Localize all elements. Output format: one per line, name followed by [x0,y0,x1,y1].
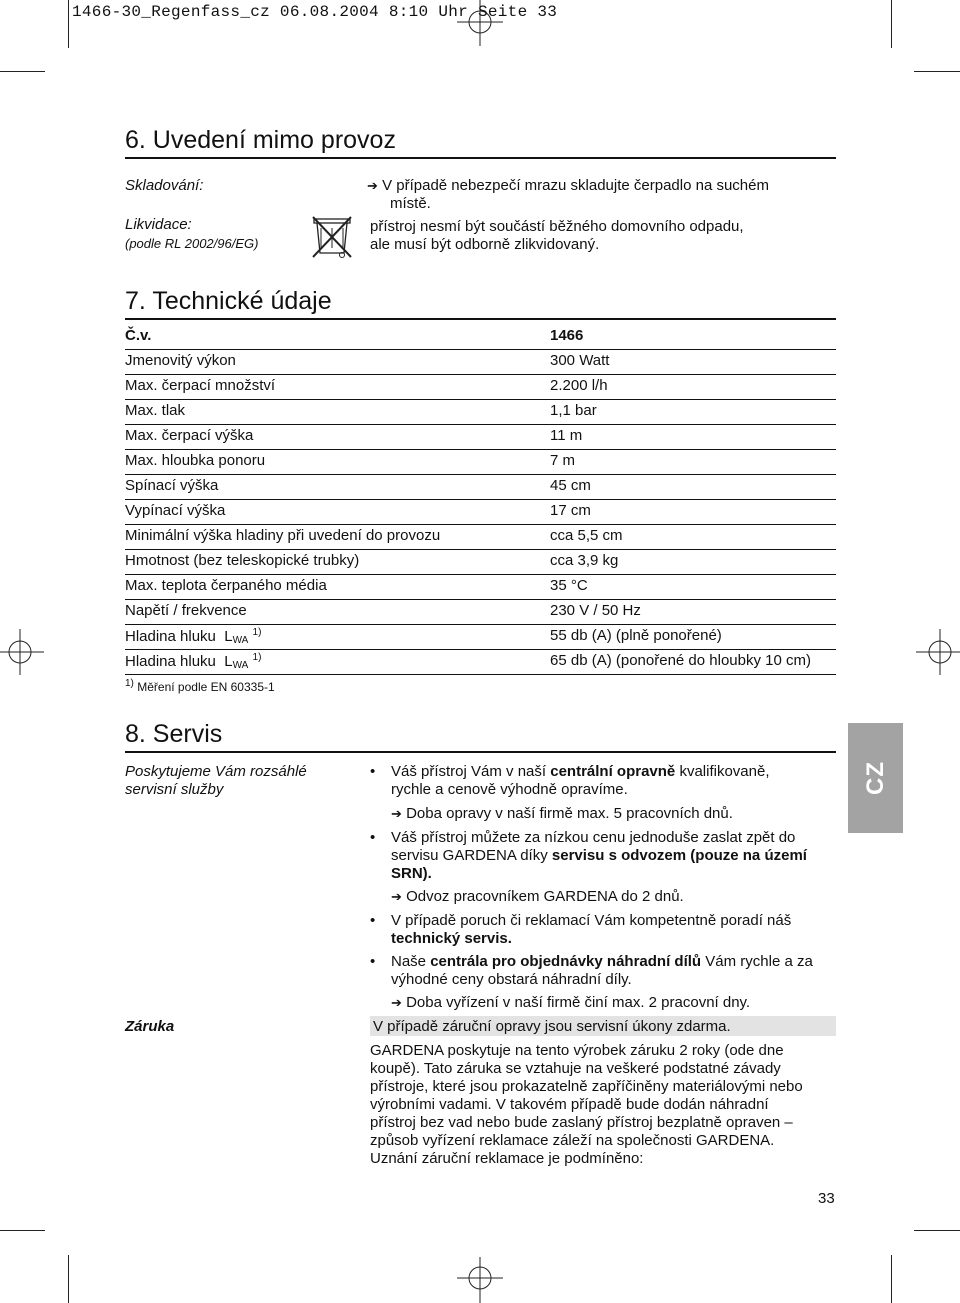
warranty-label: Záruka [125,1018,175,1035]
spec-row: Č.v. 1466 [125,325,836,350]
spec-row: Minimální výška hladiny při uvedení do provozu cca 5,5 cm [125,525,836,550]
registration-mark-right [914,627,960,677]
crop-mark [891,1255,892,1303]
bullet-icon: • [370,763,376,780]
print-header: 1466-30_Regenfass_cz 06.08.2004 8:10 Uhr Seite 33 [72,3,558,21]
disposal-text-cont: ale musí být odborně zlikvidovaný. [370,236,600,253]
bullet-icon: • [370,912,376,929]
service-item-1-cont: rychle a cenově výhodně opravíme. [391,781,628,798]
registration-mark-left [0,627,46,677]
service-label: Poskytujeme Vám rozsáhlé [125,763,307,780]
spec-row: Max. teplota čerpaného média 35 °C [125,575,836,600]
service-item-2-note: ➔ Odvoz pracovníkem GARDENA do 2 dnů. [391,888,684,905]
section-divider [125,157,836,159]
warranty-text: způsob vyřízení reklamace záleží na společnosti GARDENA. [370,1132,775,1149]
service-item-3: V případě poruch či reklamací Vám kompetentně poradí náš [391,912,792,929]
service-item-4-cont: výhodné ceny obstará náhradní díly. [391,971,632,988]
warranty-highlight: V případě záruční opravy jsou servisní úkony zdarma. [373,1018,731,1035]
section-divider [125,318,836,320]
spec-row: Hmotnost (bez teleskopické trubky) cca 3,9 kg [125,550,836,575]
crop-mark [68,0,69,48]
section-8-title: 8. Servis [125,720,223,748]
service-item-1: Váš přístroj Vám v naší centrální opravně kvalifikovaně, [391,763,770,780]
spec-row: Max. tlak 1,1 bar [125,400,836,425]
disposal-sublabel: (podle RL 2002/96/EG) [125,236,259,251]
service-label-cont: servisní služby [125,781,224,798]
spec-row: Jmenovitý výkon 300 Watt [125,350,836,375]
arrow-icon: ➔ [391,806,402,821]
crop-mark [0,71,45,72]
spec-row: Vypínací výška 17 cm [125,500,836,525]
service-item-3-cont: technický servis. [391,930,512,947]
service-item-4-note: ➔ Doba vyřízení v naší firmě činí max. 2 pracovní dny. [391,994,751,1011]
warranty-text: Uznání záruční reklamace je podmíněno: [370,1150,644,1167]
spec-row: Max. čerpací výška 11 m [125,425,836,450]
crop-mark [914,1230,960,1231]
storage-text: ➔ V případě nebezpečí mrazu skladujte čerpadlo na suchém [367,177,769,194]
arrow-icon: ➔ [391,995,402,1010]
storage-text-cont: místě. [390,195,431,212]
page-number: 33 [818,1190,835,1207]
service-item-4: Naše centrála pro objednávky náhradní dílů Vám rychle a za [391,953,813,970]
language-tab: CZ [848,723,903,833]
disposal-text: přístroj nesmí být součástí běžného domovního odpadu, [370,218,744,235]
crossed-bin-icon [311,212,355,260]
service-item-2: Váš přístroj můžete za nízkou cenu jednoduše zaslat zpět do [391,829,796,846]
spec-row: Max. čerpací množství 2.200 l/h [125,375,836,400]
service-item-2-cont: SRN). [391,865,432,882]
warranty-text: výrobními vadami. V takovém případě bude dodán náhradní [370,1096,769,1113]
crop-mark [891,0,892,48]
storage-label: Skladování: [125,177,204,194]
service-item-1-note: ➔ Doba opravy v naší firmě max. 5 pracovních dnů. [391,805,733,822]
footnote: $^{1)}$ Měření podle EN 60335-1 [125,678,275,694]
crop-mark [0,1230,45,1231]
section-6-title: 6. Uvedení mimo provoz [125,126,396,154]
crop-mark [68,1255,69,1303]
spec-row: Napětí / frekvence 230 V / 50 Hz [125,600,836,625]
warranty-text: GARDENA poskytuje na tento výrobek záruku 2 roky (ode dne [370,1042,784,1059]
bullet-icon: • [370,953,376,970]
disposal-label: Likvidace: [125,216,192,233]
spec-row: Hladina hluku $L_{WA}$ $^{1)}$ 55 db (A) (plně ponořené) [125,625,836,650]
warranty-text: koupě). Tato záruka se vztahuje na veškeré podstatné závady [370,1060,781,1077]
warranty-text: přístroje, které jsou prokazatelně zapříčiněny materiálovými nebo [370,1078,803,1095]
spec-row: Max. hloubka ponoru 7 m [125,450,836,475]
crop-mark [914,71,960,72]
service-item-2-cont: servisu GARDENA díky servisu s odvozem (pouze na území [391,847,807,864]
arrow-icon: ➔ [367,178,378,193]
spec-row: Hladina hluku $L_{WA}$ $^{1)}$ 65 db (A) (ponořené do hloubky 10 cm) [125,650,836,675]
bullet-icon: • [370,829,376,846]
section-divider [125,751,836,753]
warranty-text: přístroj bez vad nebo bude zaslaný přístroj bezplatně opraven – [370,1114,793,1131]
section-7-title: 7. Technické údaje [125,287,332,315]
spec-row: Spínací výška 45 cm [125,475,836,500]
arrow-icon: ➔ [391,889,402,904]
registration-mark-bottom [455,1255,505,1303]
